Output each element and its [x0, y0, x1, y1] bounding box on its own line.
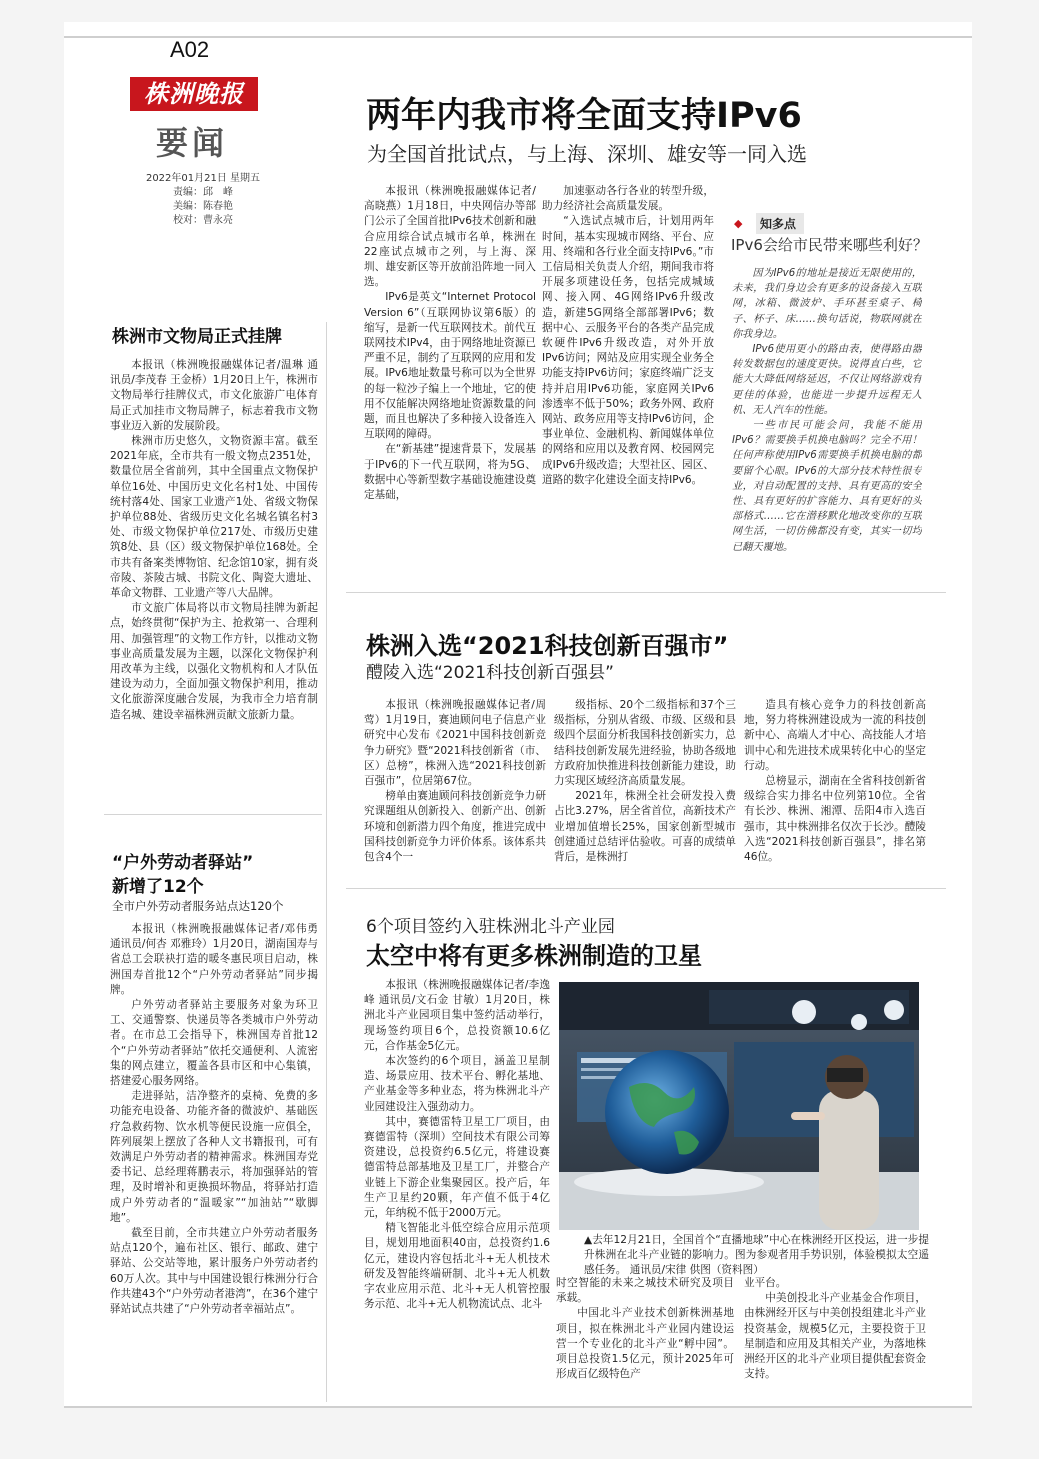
knowledge-tag: 知多点 — [756, 213, 804, 234]
editor-line: 责编：邱 峰 — [173, 187, 233, 198]
edition-date: 2022年01月21日 星期五 — [145, 173, 261, 184]
lead-subheadline: 为全国首批试点，与上海、深圳、雄安等一同入选 — [367, 142, 807, 166]
page-number: A02 — [170, 37, 210, 62]
section-title: 要闻 — [156, 124, 229, 162]
proof-line: 校对：曹永亮 — [173, 215, 233, 226]
newspaper-page — [64, 22, 972, 1408]
side1-body: 本报讯（株洲晚报融媒体记者/温琳 通讯员/李茂春 王金桥）1月20日上午，株洲市文物局举行挂牌仪式，市文化旅游广电体育局正式加挂市文物局牌子，标志着我市文物事业迈入新的发展阶段。 株洲市历史悠久，文物资源丰富。截至2021年底，全市共有一般文物点2351处，数量位居全省前列，其中全国重点文物保护单位16处、中国历史文化名村1处、中国传统村落4处、国家工业遗产1处、省级文物保护单位88处、省级历史文化名城名镇名村3处、市级文物保护单位217处、市级历史建筑8处、县（区）级文物保护单位168处。全市共有备案类博物馆、纪念馆10家，拥有炎帝陵、茶陵古城、书院文化、陶瓷大遗址、革命文物群、工业遗产等八大品牌。 市文旅广体局将以市文物局挂牌为新起点，始终贯彻“保护为主、抢救第一、合理利用、加强管理”的文物工作方针，以推动文物事业高质量发展为主题，以深化文物保护利用改革为主线，以强化文物机构和人才队伍建设为动力，全面加强文物保护利用，推动文化旅游深度融合发展，为我市全力培育制造名城、建设幸福株洲贡献文旅新力量。 — [110, 359, 318, 721]
tech-col-3: 造具有核心竞争力的科技创新高地，努力将株洲建设成为一流的科技创新中心、高端人才中心、高技能人才培训中心和先进技术成果转化中心的坚定行动。 总榜显示，湖南在全省科技创新省级综合实力排名中位列第10位。全省有长沙、株洲、湘潭、岳阳4市入选百强市，其中株洲排名仅次于长沙。醴陵入选“2021科技创新百强县”，排名第46位。 — [744, 699, 926, 864]
side2-body: 本报讯（株洲晚报融媒体记者/邓伟勇 通讯员/何杏 邓雅玲）1月20日，湖南国寿与省总工会联袂打造的暖冬惠民项目启动，株洲国寿首批12个“户外劳动者驿站”同步揭牌。 户外劳动者驿站主要服务对象为环卫工、交通警察、快递员等各类城市户外劳动者。在市总工会指导下，株洲国寿首批12个“户外劳动者驿站”依托交通便利、人流密集的网点建立，覆盖各县市区和中心集镇，搭建爱心服务网络。 走进驿站，洁净整齐的桌椅、免费的多功能充电设备、功能齐备的微波炉、基础医疗急救药物、饮水机等便民设施一应俱全，阵列展架上摆放了各种人文书籍报刊，可有效满足户外劳动者的精神需求。株洲国寿党委书记、总经理蒋鹏表示，将加强驿站的管理，及时增补和更换损坏物品，将驿站打造成户外劳动者的“温暖家”“加油站”“歇脚地”。 截至目前，全市共建立户外劳动者服务站点120个，遍布社区、银行、邮政、建宁驿站、公交站等地，累计服务户外劳动者约60万人次。其中与中国建设银行株洲分行合作共建43个“户外劳动者港湾”，在36个建宁驿站试点共建了“户外劳动者幸福站点”。 — [110, 923, 318, 1316]
tech-headline: 株洲入选“2021科技创新百强市” — [366, 632, 729, 660]
knowledge-body: 因为IPv6的地址是接近无限使用的，未来，我们身边会有更多的设备接入互联网，冰箱、微波炉、手环甚至桌子、椅子、杯子、床……换句话说，物联网就在你我身边。 IPv6使用更小的路由表，使得路由器转发数据包的速度更快。说得直白些，它能大大降低网络延迟，不仅让网络游戏有更佳的体验，也能进一步提升远程无人机、无人汽车的性能。 一些市民可能会问，我能不能用IPv6？需要换手机换电脑吗？完全不用！任何声称使用IPv6需要换手机换电脑的都要留个心眼。IPv6的大部分技术特性很专业，对自动配置的支持、具有更高的安全性、具有更好的扩容能力、具有更好的头部格式……它在潜移默化地改变你的互联网生活，一切仿佛都没有变，其实一切均已翻天覆地。 — [732, 268, 922, 553]
lead-col-1: 本报讯（株洲晚报融媒体记者/高晓燕）1月18日，中央网信办等部门公示了全国首批IPv6技术创新和融合应用综合试点城市名单，株洲在22座试点城市之列，与上海、深圳、雄安新区等开放前沿阵地一同入选。 IPv6是英文“Internet Protocol Version 6”（互联网协议第6版）的缩写，是新一代互联网技术。前代互联网技术IPv4，由于网络地址资源已严重不足，制约了互联网的应用和发展。IPv6地址数量号称可以为全世界的每一粒沙子编上一个地址，它的使用不仅能解决网络地址资源数量的问题，而且也解决了多种接入设备连入互联网的障碍。 在“新基建”提速背景下，发展基于IPv6的下一代互联网，将为5G、数据中心等新型数字基础设施建设奠定基础， — [364, 185, 536, 502]
left-section-rule — [104, 814, 322, 815]
sat-col-1: 本报讯（株洲晚报融媒体记者/李逸峰 通讯员/文石金 甘敏）1月20日，株洲北斗产业园项目集中签约活动举行，现场签约项目6个，总投资额10.6亿元，合作基金5亿元。 本次签约的6个项目，涵盖卫星制造、场景应用、技术平台、孵化基地、产业基金等多种业态，将为株洲北斗产业园建设注入强劲动力。 其中，赛德雷特卫星工厂项目，由赛德雷特（深圳）空间技术有限公司筹资建设，总投资约6.5亿元，将建设赛德雷特总部基地及卫星工厂，并整合产业链上下游企业集聚园区。投产后，年生产卫星约20颗，年产值不低于4亿元，年纳税不低于2000万元。 精飞智能北斗低空综合应用示范项目，规划用地面积40亩，总投资约1.6亿元，建设内容包括北斗+无人机技术研发及智能终端研制、北斗+无人机数字农业应用示范、北斗+无人机管控服务示范、北斗+无人机物流试点、北斗 — [364, 979, 550, 1311]
tech-col-2: 级指标、20个二级指标和37个三级指标，分别从省级、市级、区级和县级四个层面分析我国科技创新实力，总结科技创新发展先进经验，协助各级地方政府加快推进科技创新能力建设，助力实现区域经济高质量发展。 2021年，株洲全社会研发投入费占比3.27%，居全省首位，高新技术产业增加值增长25%，国家创新型城市创建通过总结评估验收。可喜的成绩单背后，是株洲打 — [554, 699, 736, 864]
tech-subheadline: 醴陵入选“2021科技创新百强县” — [366, 663, 614, 683]
side2-subheadline: 全市户外劳动者服务站点达120个 — [112, 899, 284, 913]
side2-headline-line2: 新增了12个 — [112, 877, 204, 897]
photo-illustration — [559, 982, 919, 1230]
left-column-rule — [326, 322, 327, 1402]
lead-col-2: 加速驱动各行各业的转型升级，助力经济社会高质量发展。 “入选试点城市后，计划用两年时间，基本实现城市网络、平台、应用、终端和各行业全面支持IPv6。”市工信局相关负责人介绍，期间我市将开展多项建设任务，包括完成城域网、接入网、4G网络IPv6升级改造，新建5G网络全部部署IPv6；数据中心、云服务平台的各类产品完成软硬件IPv6升级改造，对外开放IPv6访问；网站及应用实现全业务全功能支持IPv6访问；家庭终端广泛支持并启用IPv6功能，家庭网关IPv6渗透率不低于50%；政务外网、政府网站、政务应用等支持IPv6访问，企事业单位、金融机构、新闻媒体单位的网络和应用以及教育网、校园网完成IPv6升级改造；大型社区、园区、道路的数字化建设全面支持IPv6。 — [542, 185, 714, 486]
side1-headline: 株洲市文物局正式挂牌 — [112, 327, 282, 347]
edition-meta — [138, 172, 268, 228]
bullet-icon: ◆ — [734, 217, 743, 230]
designer-line: 美编：陈春艳 — [173, 201, 233, 212]
tech-bottom-rule — [346, 888, 946, 889]
bottom-rule — [64, 1406, 972, 1408]
newspaper-logo: 株洲晚报 — [130, 77, 258, 111]
sat-col-3: 业平台。 中美创投北斗产业基金合作项目，由株洲经开区与中美创投组建北斗产业投资基金，规模5亿元，主要投资于卫星制造和应用及其相关产业，为落地株洲经开区的北斗产业项目提供配套资金支持。 — [744, 1277, 926, 1381]
exhibition-photo — [559, 982, 919, 1230]
lead-headline: 两年内我市将全面支持IPv6 — [366, 96, 802, 136]
photo-caption: ▲去年12月21日，全国首个“直播地球”中心在株洲经开区投运，进一步提升株洲在北斗产业链的影响力。图为参观者用手势识别，体验模拟太空遥感任务。 通讯员/宋律 供图（资料图） — [584, 1234, 929, 1276]
sat-headline: 太空中将有更多株洲制造的卫星 — [366, 942, 702, 970]
knowledge-question: IPv6会给市民带来哪些利好？ — [731, 236, 928, 254]
sat-kicker: 6个项目签约入驻株洲北斗产业园 — [366, 917, 615, 937]
side2-headline-line1: “户外劳动者驿站” — [112, 853, 254, 873]
tech-col-1: 本报讯（株洲晚报融媒体记者/周莺）1月19日，赛迪顾问电子信息产业研究中心发布《2021中国科技创新竞争力研究》暨“2021科技创新省（市、区）总榜”，株洲入选“2021科技创新百强市”，位居第67位。 榜单由赛迪顾问科技创新竞争力研究课题组从创新投入、创新产出、创新环境和创新潜力四个角度，推进完成中国科技创新竞争力评价体系。该体系共包含4个一 — [364, 699, 546, 864]
sat-col-2: 时空智能的未来之城技术研究及项目承载。 中国北斗产业技术创新株洲基地项目，拟在株洲北斗产业园内建设运营一个专业化的北斗产业“孵中园”。项目总投资1.5亿元，预计2025年可形成百亿级特色产 — [556, 1277, 734, 1381]
lead-bottom-rule — [346, 592, 946, 593]
